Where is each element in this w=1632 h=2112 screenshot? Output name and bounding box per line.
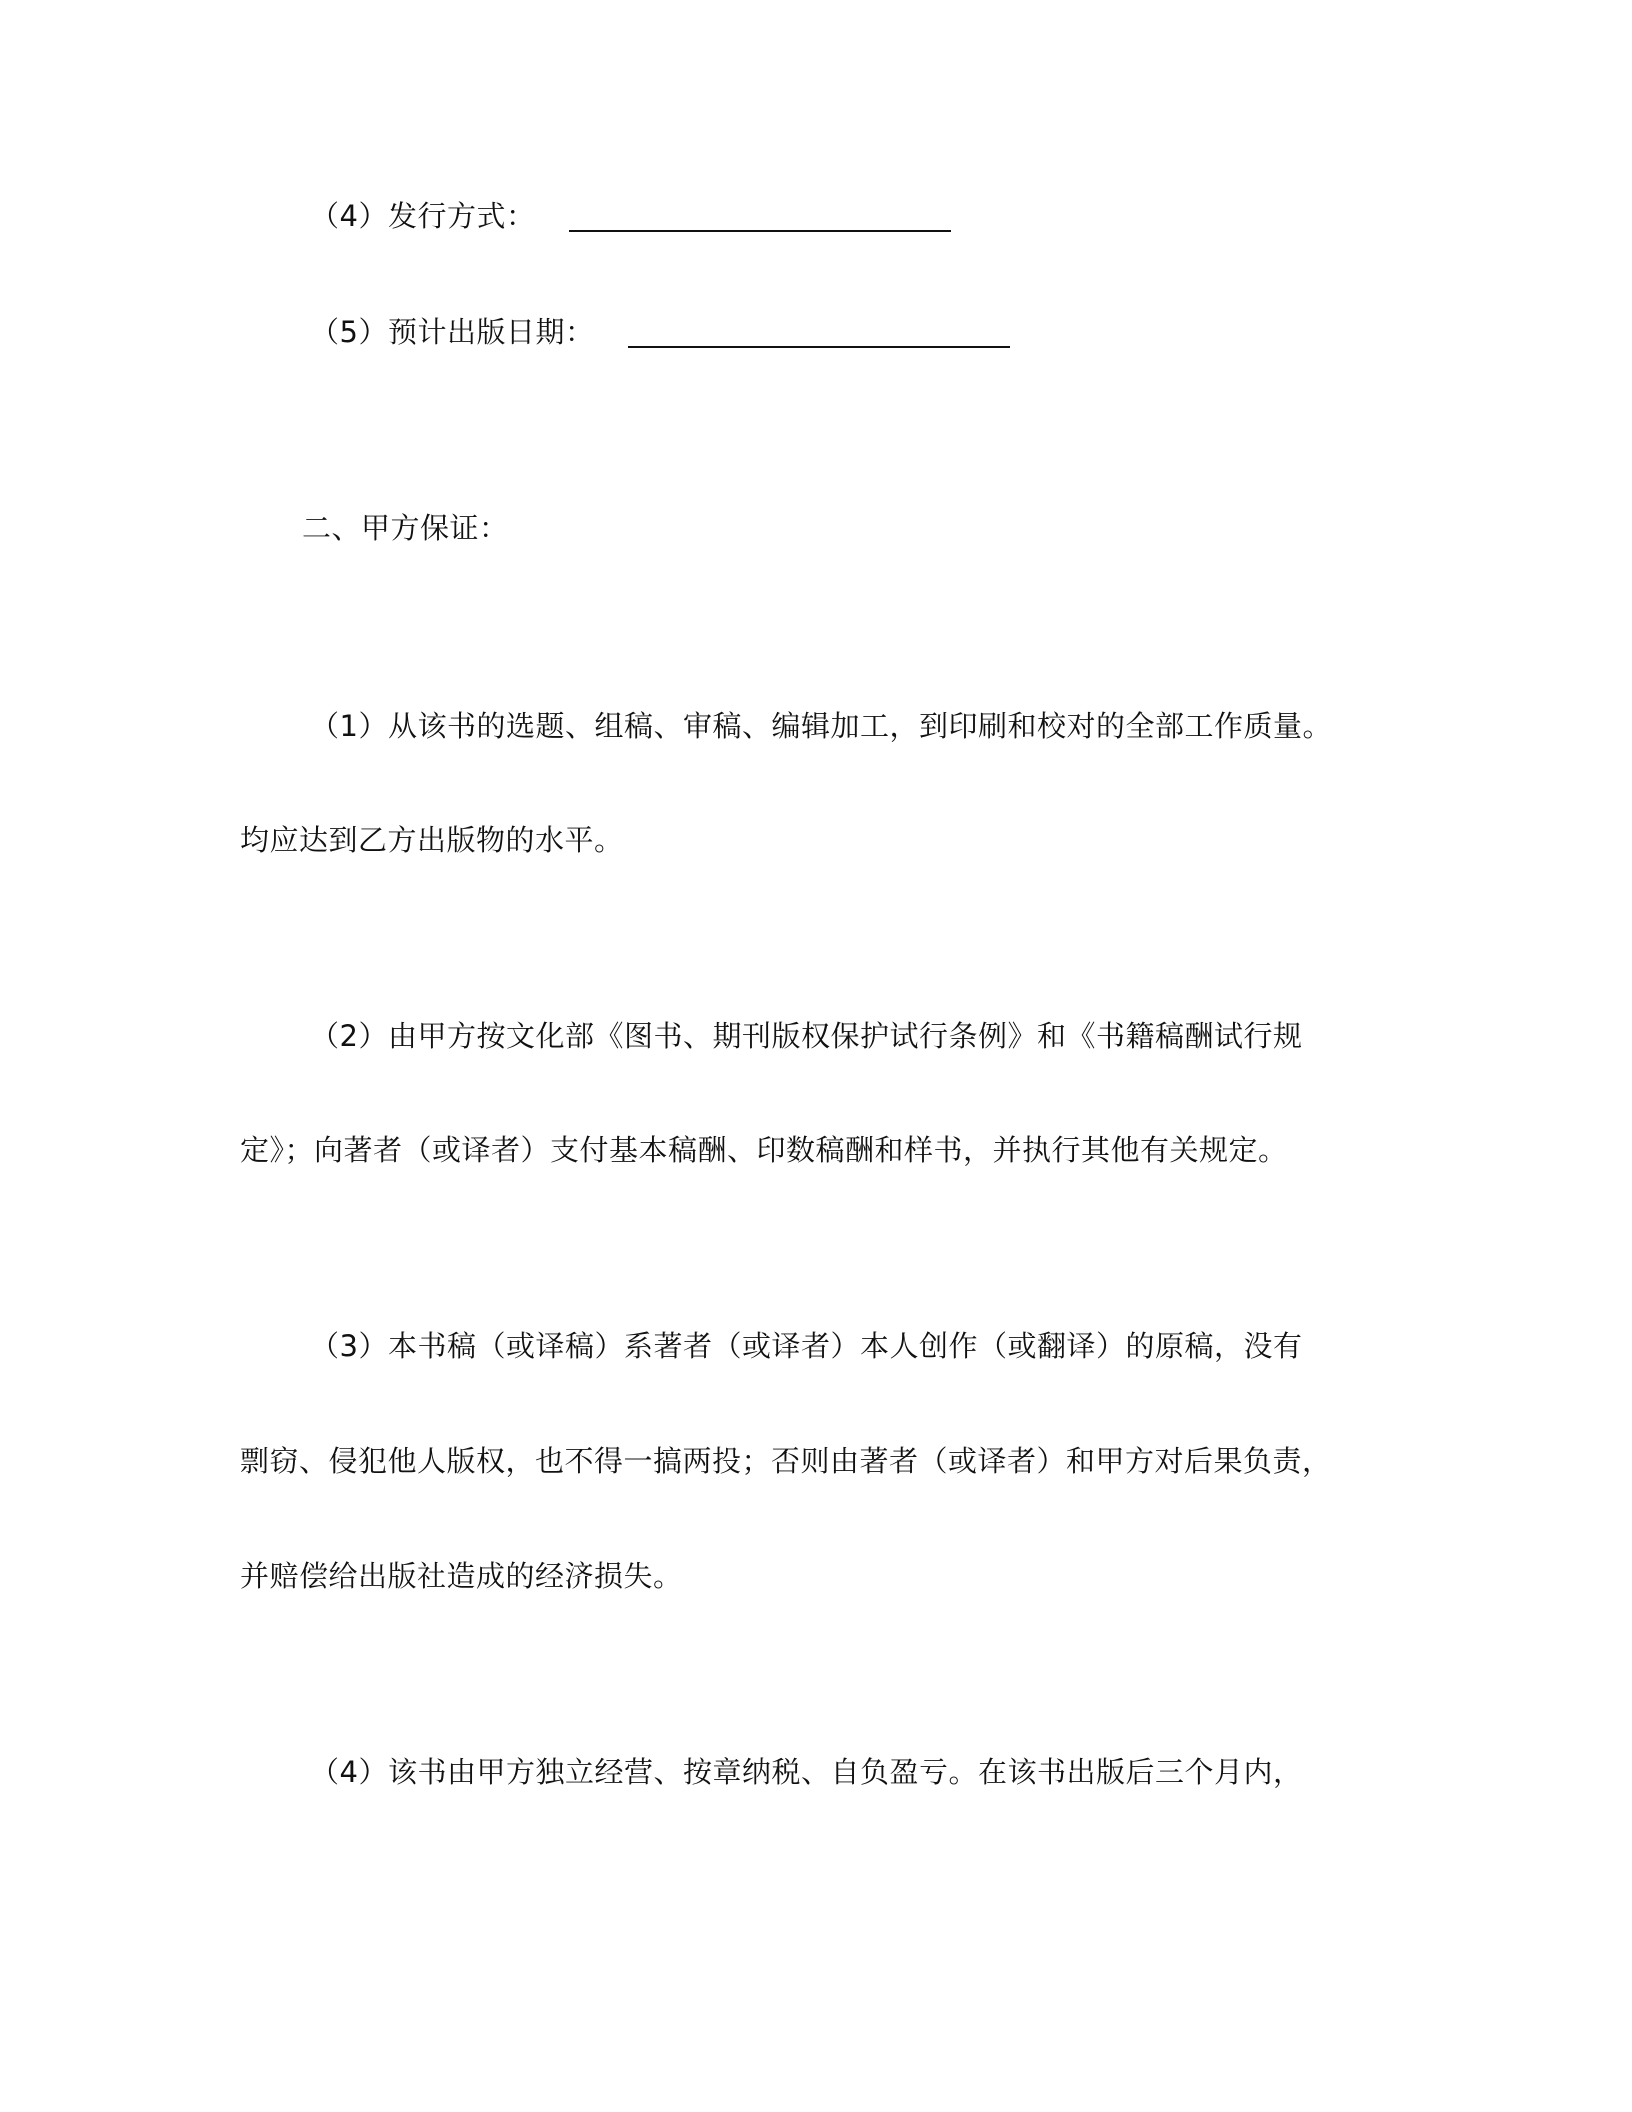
clause-2-line-2: 定》；向著者（或译者）支付基本稿酬、印数稿酬和样书，并执行其他有关规定。: [240, 1133, 1288, 1167]
field-publish-date-label: （5）预计出版日期：: [310, 315, 595, 349]
clause-2-line-1: （2）由甲方按文化部《图书、期刊版权保护试行条例》和《书籍稿酬试行规: [310, 1019, 1303, 1053]
clause-3-line-2: 剽窃、侵犯他人版权，也不得一搞两投；否则由著者（或译者）和甲方对后果负责，: [240, 1444, 1332, 1478]
clause-4-line-1: （4）该书由甲方独立经营、按章纳税、自负盈亏。在该书出版后三个月内，: [310, 1755, 1303, 1789]
field-issue-method: [310, 196, 951, 236]
clause-1-line-1: （1）从该书的选题、组稿、审稿、编辑加工，到印刷和校对的全部工作质量。: [310, 709, 1332, 743]
section-heading: 二、甲方保证：: [302, 511, 509, 545]
clause-1-line-2: 均应达到乙方出版物的水平。: [240, 823, 624, 857]
issue-method-blank[interactable]: [569, 200, 951, 232]
clause-3-line-3: 并赔偿给出版社造成的经济损失。: [240, 1559, 683, 1593]
field-publish-date: [310, 312, 1010, 352]
field-issue-method-label: （4）发行方式：: [310, 199, 536, 233]
clause-3-line-1: （3）本书稿（或译稿）系著者（或译者）本人创作（或翻译）的原稿，没有: [310, 1329, 1303, 1363]
publish-date-blank[interactable]: [628, 316, 1010, 348]
